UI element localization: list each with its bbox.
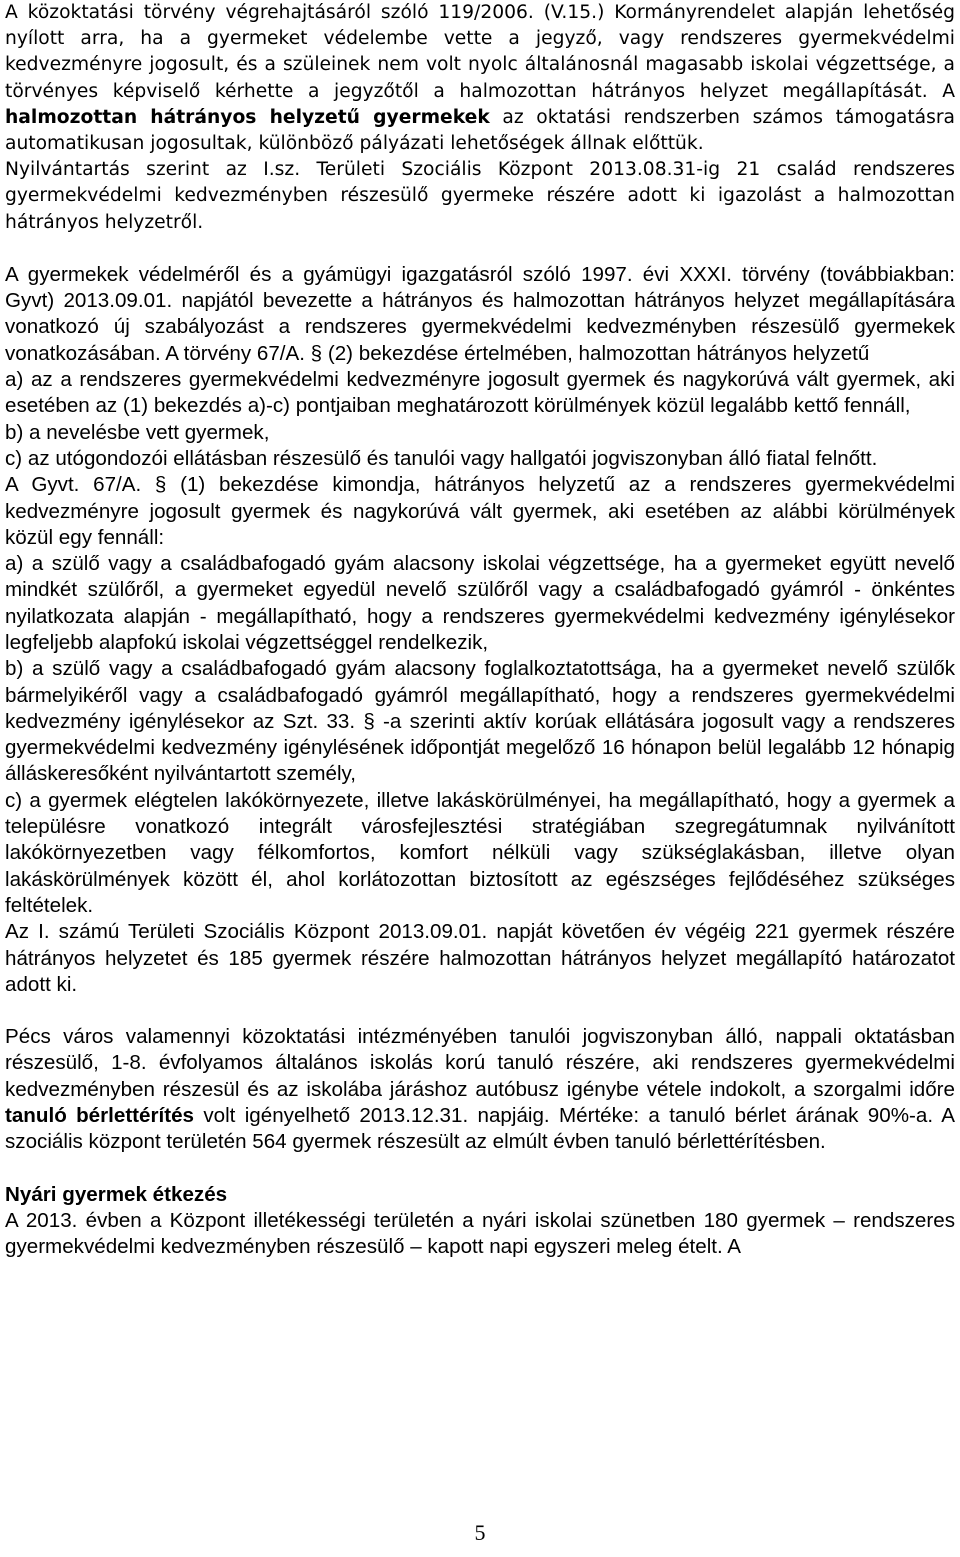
list-item: c) az utógondozói ellátásban részesülő és tanulói vagy hallgatói jogviszonyban álló fiatal felnőtt. <box>5 446 878 470</box>
main-section <box>5 262 955 1261</box>
paragraph-gyvt-67a: A Gyvt. 67/A. § (1) bekezdése kimondja, hátrányos helyzetű az a rendszeres gyermekvédelmi kedvezményre jogosult gyermek és nagykorúvá vált gyermek, aki esetében az alábbi körülmények közül egy fennáll: <box>5 473 955 549</box>
list-item: a) az a rendszeres gyermekvédelmi kedvezményre jogosult gyermek és nagykorúvá vált gyermek, aki esetében az (1) bekezdés a)-c) pontjaiban meghatározott körülmények közül legalább kettő fennáll, <box>5 368 955 418</box>
intro-section <box>5 0 955 236</box>
paragraph-gyvt: A gyermekek védelméről és a gyámügyi igazgatásról szóló 1997. évi XXXI. törvény (továbbiakban: Gyvt) 2013.09.01. napjától bevezette a hátrányos és halmozottan hátrányos helyzet megállapítására vonatkozó új szabályozást a rendszeres gyermekvédelmi kedvezményben részesülő gyermekek vonatkozásában. A törvény 67/A. § (2) bekezdése értelmében, halmozottan hátrányos helyzetű <box>5 262 955 365</box>
paragraph-summer-meals: A 2013. évben a Központ illetékességi területén a nyári iskolai szünetben 180 gyermek – rendszeres gyermekvédelmi kedvezményben részesülő – kapott napi egyszeri meleg ételt. A <box>5 1208 955 1259</box>
list-item: a) a szülő vagy a családbafogadó gyám alacsony iskolai végzettsége, ha a gyermeket együtt nevelő mindkét szülőről, a gyermeket egyedül nevelő szülőről vagy a családbafogadó gyámról - önkéntes nyilatkozata alapján - megállapítható, hogy a rendszeres gyermekvédelmi kedvezmény igénylésekor legfeljebb alapfokú iskolai végzettséggel rendelkezik, <box>5 552 955 654</box>
bold-term: tanuló bérlettérítés <box>5 1104 194 1128</box>
section-heading: Nyári gyermek étkezés <box>5 1182 228 1206</box>
list-item: c) a gyermek elégtelen lakókörnyezete, illetve lakáskörülményei, ha megállapítható, hogy a gyermek a településre vonatkozó integrált városfejlesztési stratégiában szegregátumnak nyilvánított lakókörnyezetben vagy félkomfortos, komfort nélküli vagy szükséglakásban, illetve olyan lakáskörülmények között él, ahol korlátozottan biztosított az egészséges fejlődéséhez szükséges feltételek. <box>5 788 955 917</box>
paragraph-gap <box>5 236 955 262</box>
bold-term: halmozottan hátrányos helyzetű gyermekek <box>5 106 490 128</box>
paragraph-bus-pass: Pécs város valamennyi közoktatási intézményében tanulói jogviszonyban álló, nappali oktatásban részesülő, 1-8. évfolyamos általános iskolás korú tanuló részére, aki rendszeres gyermekvédelmi kedvezményben részesül és az iskolába járáshoz autóbusz igénybe vétele indokolt, a szorgalmi időre tanuló bérlettérítés volt igényelhető 2013.12.31. napjáig. Mértéke: a tanuló bérlet árának 90%-a. A szociális központ területén 564 gyermek részesült az elmúlt évben tanuló bérlettérítésben. <box>5 1025 955 1154</box>
document-page <box>5 0 955 1261</box>
paragraph-gap <box>5 1156 955 1182</box>
paragraph-gap <box>5 998 955 1024</box>
paragraph-decisions: Az I. számú Területi Szociális Központ 2013.09.01. napját követően év végéig 221 gyermek részére hátrányos helyzetet és 185 gyermek részére halmozottan hátrányos helyzet megállapító határozatot adott ki. <box>5 920 955 996</box>
list-item: b) a nevelésbe vett gyermek, <box>5 420 270 444</box>
list-item: b) a szülő vagy a családbafogadó gyám alacsony foglalkoztatottsága, ha a gyermeket nevelő szülők bármelyikéről vagy a családbafogadó gyámról megállapítható, hogy a rendszeres gyermekvédelmi kedvezmény igénylésekor az Szt. 33. § -a szerinti aktív korúak ellátására jogosult vagy a rendszeres gyermekvédelmi kedvezmény igénylésének időpontját megelőző 16 hónapon belül legalább 12 hónapig álláskeresőként nyilvántartott személy, <box>5 657 955 786</box>
paragraph-legal-basis: A közoktatási törvény végrehajtásáról szóló 119/2006. (V.15.) Kormányrendelet alapján lehetőség nyílott arra, ha a gyermeket védelembe vette a jegyző, vagy rendszeres gyermekvédelmi kedvezményre jogosult, és a szüleinek nem volt nyolc általánosnál magasabb iskolai végzettsége, a törvényes képviselő kérhette a jegyzőtől a halmozottan hátrányos helyzet megállapítását. A halmozottan hátrányos helyzetű gyermekek az oktatási rendszerben számos támogatásra automatikusan jogosultak, különböző pályázati lehetőségek állnak előttük. <box>5 2 955 155</box>
paragraph-registry: Nyilvántartás szerint az I.sz. Területi Szociális Központ 2013.08.31-ig 21 család rendszeres gyermekvédelmi kedvezményben részesülő gyermeke részére adott ki igazolást a halmozottan hátrányos helyzetről. <box>5 159 955 233</box>
page-number: 5 <box>474 1520 486 1545</box>
